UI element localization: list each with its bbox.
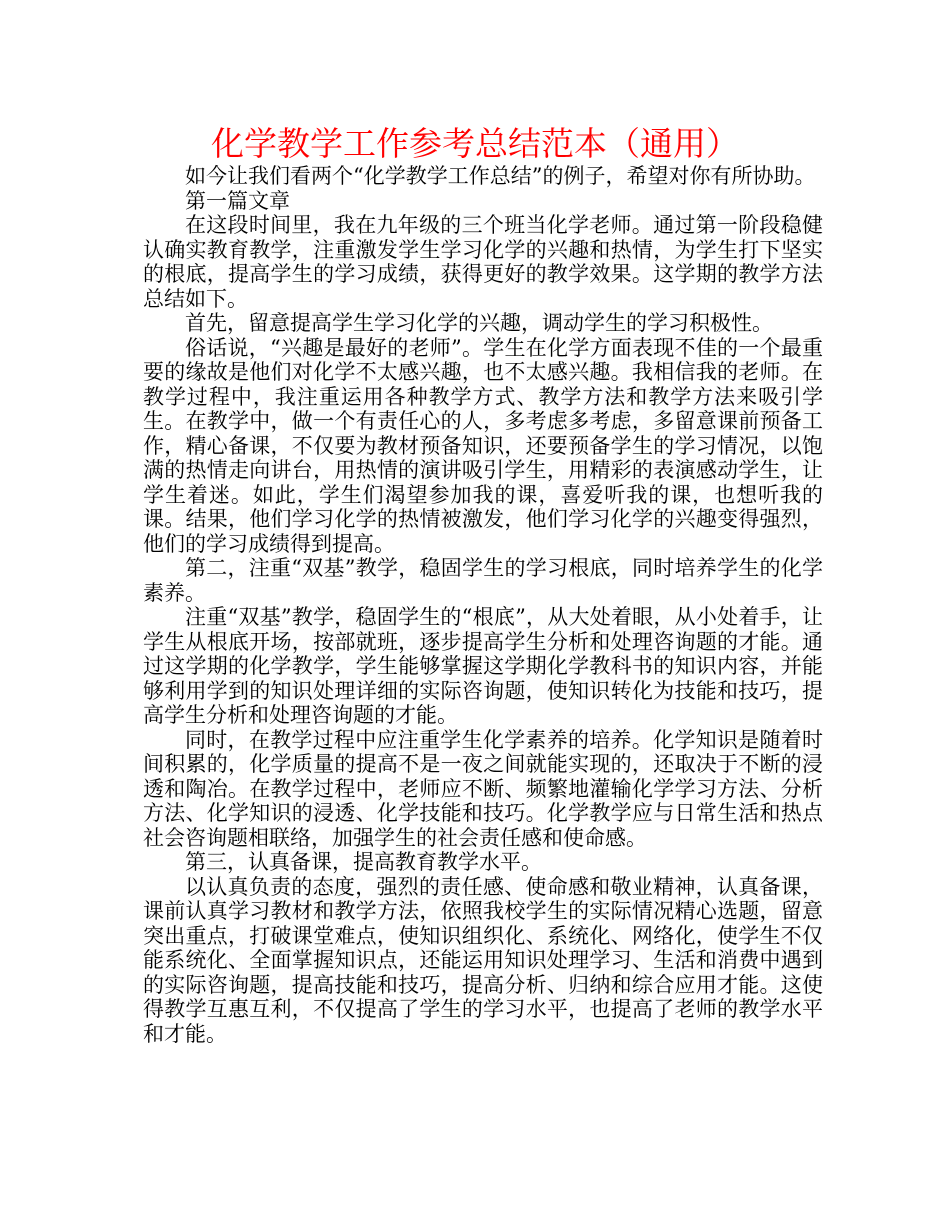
paragraph-section-heading: 第一篇文章 xyxy=(185,188,290,213)
paragraph: 注重“双基”教学，稳固学生的“根底”，从大处着眼，从小处着手，让学生从根底开场，按部就班，逐步提高学生分析和处理咨询题的才能。通过这学期的化学教学，学生能够掌握这学期化学教科书的知识内容，并能够利用学到的知识处理详细的实际咨询题，使知识转化为技能和技巧，提高学生分析和处理咨询题的才能。 xyxy=(143,605,823,727)
paragraph-point-two: 第二，注重“双基”教学，稳固学生的学习根底，同时培养学生的化学素养。 xyxy=(143,556,823,605)
paragraph: 俗话说，“兴趣是最好的老师”。学生在化学方面表现不佳的一个最重要的缘故是他们对化学不太感兴趣，也不太感兴趣。我相信我的老师。在教学过程中，我注重运用各种教学方式、教学方法和教学方法来吸引学生。在教学中，做一个有责任心的人，多考虑多考虑，多留意课前预备工作，精心备课，不仅要为教材预备知识，还要预备学生的学习情况，以饱满的热情走向讲台，用热情的演讲吸引学生，用精彩的表演感动学生，让学生着迷。如此，学生们渴望参加我的课，喜爱听我的课，也想听我的课。结果，他们学习化学的热情被激发，他们学习化学的兴趣变得强烈，他们的学习成绩得到提高。 xyxy=(143,335,823,556)
paragraph: 以认真负责的态度，强烈的责任感、使命感和敬业精神，认真备课，课前认真学习教材和教学方法，依照我校学生的实际情况精心选题，留意突出重点，打破课堂难点，使知识组织化、系统化、网络化，使学生不仅能系统化、全面掌握知识点，还能运用知识处理学习、生活和消费中遇到的实际咨询题，提高技能和技巧，提高分析、归纳和综合应用才能。这使得教学互惠互利，不仅提高了学生的学习水平，也提高了老师的教学水平和才能。 xyxy=(143,874,823,1046)
paragraph: 同时，在教学过程中应注重学生化学素养的培养。化学知识是随着时间积累的，化学质量的提高不是一夜之间就能实现的，还取决于不断的浸透和陶冶。在教学过程中，老师应不断、频繁地灌输化学学习方法、分析方法、化学知识的浸透、化学技能和技巧。化学教学应与日常生活和热点社会咨询题相联络，加强学生的社会责任感和使命感。 xyxy=(143,727,823,850)
document-title: 化学教学工作参考总结范本（通用） xyxy=(211,124,739,163)
paragraph: 在这段时间里，我在九年级的三个班当化学老师。通过第一阶段稳健认确实教育教学，注重激发学生学习化学的兴趣和热情，为学生打下坚实的根底，提高学生的学习成绩，获得更好的教学效果。这学期的教学方法总结如下。 xyxy=(143,213,823,311)
document-body xyxy=(143,164,823,1046)
paragraph-intro: 如今让我们看两个“化学教学工作总结”的例子，希望对你有所协助。 xyxy=(185,164,816,188)
paragraph-point-one: 首先，留意提高学生学习化学的兴趣，调动学生的学习积极性。 xyxy=(185,311,773,335)
paragraph-point-three: 第三，认真备课，提高教育教学水平。 xyxy=(185,850,542,874)
